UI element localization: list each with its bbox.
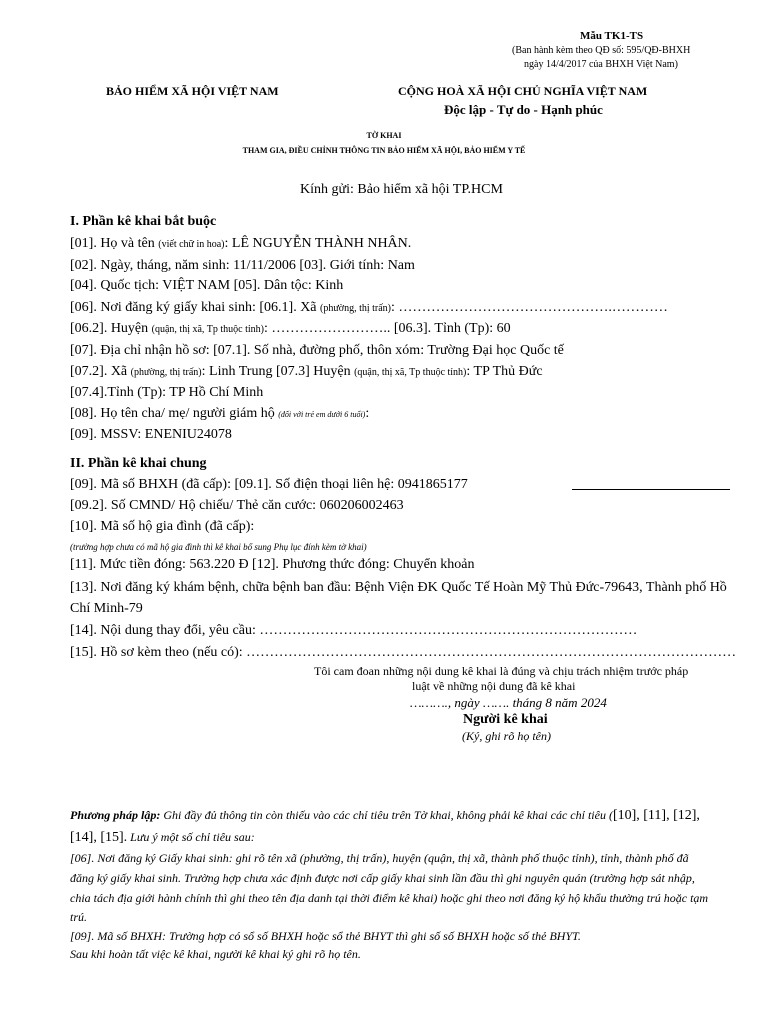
addressee: Kính gửi: Bảo hiểm xã hội TP.HCM [300,182,503,197]
field-13-line2: Chí Minh-79 [70,601,143,616]
field-07-2-c: : TP Thủ Đức [466,364,543,379]
commit-line2: luật về những nội dung đã kê khai [412,679,576,693]
commit-date: ………., ngày ……. tháng 8 năm 2024 [410,695,607,710]
field-07-4: [07.4].Tỉnh (Tp): TP Hồ Chí Minh [70,385,264,400]
field-06-2-rest: : …………………….. [06.3]. Tỉnh (Tp): 60 [263,321,511,336]
field-06 [70,300,668,316]
field-13-line1: [13]. Nơi đăng ký khám bệnh, chữa bệnh ban đầu: Bệnh Viện ĐK Quốc Tế Hoàn Mỹ Thủ Đức-79643, Thành phố Hồ [70,580,727,595]
guide-line4: đăng ký giấy khai sinh. Trường hợp chưa xác định được nơi cấp giấy khai sinh lần đầu thì ghi nguyên quán (trường hợp sát nhập, [70,871,695,885]
field-11: [11]. Mức tiền đóng: 563.220 Đ [12]. Phương thức đóng: Chuyển khoản [70,557,475,572]
guide-method-text: Ghi đầy đủ thông tin còn thiếu vào các chỉ tiêu trên Tờ khai, không phải kê khai các chỉ tiêu ( [160,808,613,822]
form-code-line2: ngày 14/4/2017 của BHXH Việt Nam) [524,59,678,70]
signer-title: Người kê khai [463,712,548,727]
field-01 [70,236,411,252]
guide-line6: trú. [70,910,88,924]
form-subtitle: THAM GIA, ĐIỀU CHỈNH THÔNG TIN BẢO HIỂM XÃ HỘI, BẢO HIỂM Y TẾ [242,146,526,155]
field-06-note: (phường, thị trấn) [320,303,392,314]
field-07-2-a: [07.2]. Xã [70,364,131,379]
field-06-dots: : ……………………………………….………… [391,300,668,315]
field-08-note: (đối với trẻ em dưới 6 tuổi) [278,410,366,419]
field-07: [07]. Địa chỉ nhận hồ sơ: [07.1]. Số nhà, đường phố, thôn xóm: Trường Đại học Quốc tế [70,343,564,358]
commit-line1: Tôi cam đoan những nội dung kê khai là đúng và chịu trách nhiệm trước pháp [314,664,689,678]
field-01-label: [01]. Họ và tên [70,236,159,251]
field-10-note: (trường hợp chưa có mã hộ gia đình thì kê khai bổ sung Phụ lục đính kèm tờ khai) [70,542,367,552]
guide-line5: chia tách địa giới hành chính thì ghi theo tên địa danh tại thời điểm kê khai) hoặc ghi theo nơi đăng ký hộ khẩu thường trú hoặc tạm [70,891,709,905]
guide-line8: Sau khi hoàn tất việc kê khai, người kê khai ký ghi rõ họ tên. [70,947,361,961]
field-09-mssv: [09]. MSSV: ENENIU24078 [70,427,232,442]
field-06-2 [70,321,511,337]
field-08 [70,406,369,422]
section1-heading: I. Phần kê khai bắt buộc [70,214,217,229]
guide-line3: [06]. Nơi đăng ký Giấy khai sinh: ghi rõ tên xã (phường, thị trấn), huyện (quận, thị xã, thành phố thuộc tỉnh), tỉnh, thành phố đã [70,851,689,865]
field-01-value: : LÊ NGUYỄN THÀNH NHÂN. [224,236,412,251]
field-15: [15]. Hồ sơ kèm theo (nếu có): …………………………………………………………………………………………… [70,645,737,660]
guide-method-fields: [10], [11], [12], [612,808,700,823]
field-10: [10]. Mã số hộ gia đình (đã cấp): [70,519,255,534]
guide-line1 [70,808,700,824]
form-code-line1: (Ban hành kèm theo QĐ số: 595/QĐ-BHXH [512,45,691,56]
field-07-2-b: : Linh Trung [07.3] Huyện [201,364,355,379]
field-04: [04]. Quốc tịch: VIỆT NAM [05]. Dân tộc: Kinh [70,278,344,293]
motto: Độc lập - Tự do - Hạnh phúc [444,102,603,117]
guide-note-label: Lưu ý một số chỉ tiêu sau: [127,830,255,844]
field-01-note: (viết chữ in hoa) [158,239,225,250]
field-08-end: : [365,406,370,421]
guide-line7: [09]. Mã số BHXH: Trường hợp có sổ số BHXH hoặc sổ thẻ BHYT thì ghi số số BHXH hoặc số thẻ BHYT. [70,929,581,943]
field-07-2-note1: (phường, thị trấn) [130,367,202,378]
country-name: CỘNG HOÀ XÃ HỘI CHỦ NGHĨA VIỆT NAM [398,84,648,98]
signer-note: (Ký, ghi rõ họ tên) [462,729,551,743]
agency-name: BẢO HIỂM XÃ HỘI VIỆT NAM [106,84,279,98]
guide-method-label: Phương pháp lập: [70,808,161,822]
guide-line2 [70,830,255,846]
field-07-2 [70,364,543,380]
section2-heading: II. Phần kê khai chung [70,456,207,471]
underline-rule [572,489,730,490]
field-06-2-label: [06.2]. Huyện [70,321,152,336]
form-code-title: Mẫu TK1-TS [580,30,644,42]
field-09-bhxh: [09]. Mã số BHXH (đã cấp): [09.1]. Số điện thoại liên hệ: 0941865177 [70,477,468,492]
form-title: TỜ KHAI [366,131,402,140]
field-08-label: [08]. Họ tên cha/ mẹ/ người giám hộ [70,406,279,421]
field-14: [14]. Nội dung thay đổi, yêu cầu: ……………………………………………………………………… [70,623,638,638]
field-06-2-note: (quận, thị xã, Tp thuộc tỉnh) [151,324,264,335]
field-07-2-note2: (quận, thị xã, Tp thuộc tỉnh) [354,367,467,378]
field-06-label: [06]. Nơi đăng ký giấy khai sinh: [06.1]. Xã [70,300,321,315]
field-02: [02]. Ngày, tháng, năm sinh: 11/11/2006 [03]. Giới tính: Nam [70,258,415,273]
field-09-2: [09.2]. Số CMND/ Hộ chiếu/ Thẻ căn cước: 060206002463 [70,498,404,513]
guide-fields-end: [14], [15]. [70,830,128,845]
